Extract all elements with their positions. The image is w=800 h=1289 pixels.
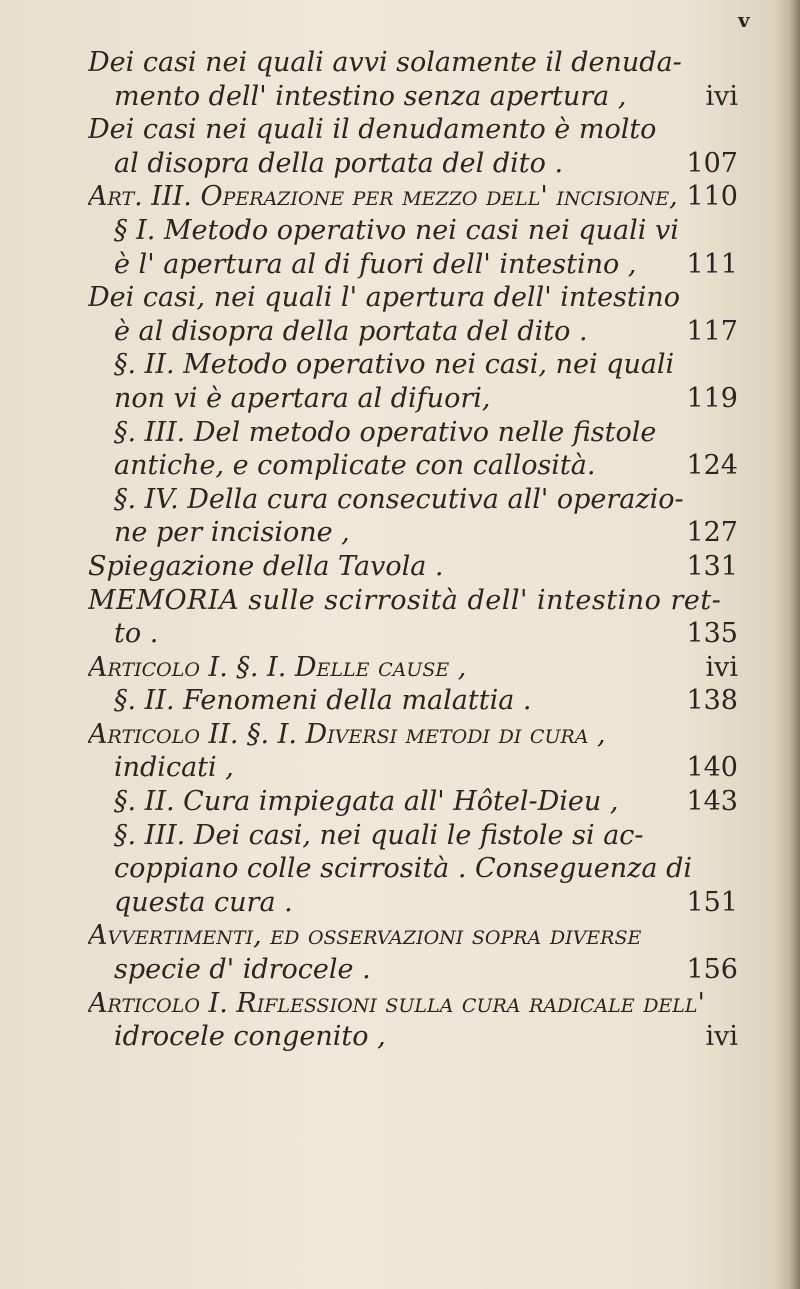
page-edge-shadow bbox=[774, 0, 800, 1289]
toc-page-number: 117 bbox=[686, 315, 738, 347]
toc-line bbox=[88, 382, 738, 416]
toc-line bbox=[88, 651, 738, 685]
toc-page-number: ivi bbox=[705, 80, 738, 112]
toc-page-number: 138 bbox=[686, 685, 738, 717]
toc-entry-text: ne per incisione , bbox=[114, 517, 350, 549]
toc-line bbox=[88, 718, 738, 752]
toc-line bbox=[88, 953, 738, 987]
toc-page-number: 135 bbox=[686, 618, 738, 650]
toc-entry-text: è l' apertura al di fuori dell' intestino , bbox=[114, 248, 637, 280]
toc-page-number: 131 bbox=[686, 550, 738, 582]
toc-page-number: 151 bbox=[686, 886, 738, 918]
toc-entry-text: to . bbox=[114, 618, 159, 650]
toc-line bbox=[88, 617, 738, 651]
toc-line bbox=[88, 214, 738, 248]
toc-line bbox=[88, 46, 738, 80]
toc-entry-text: coppiano colle scirrosità . Conseguenza di bbox=[114, 853, 692, 885]
toc-page-number: 124 bbox=[686, 450, 738, 482]
toc-entry-text: §. III. Dei casi, nei quali le fistole si ac- bbox=[114, 819, 644, 851]
toc-entry-text: §. II. Fenomeni della malattia . bbox=[114, 685, 532, 717]
toc-entry-text: §. IV. Della cura consecutiva all' operazio- bbox=[114, 483, 684, 515]
toc-page-number: ivi bbox=[705, 651, 738, 683]
toc-entry-text: § I. Metodo operativo nei casi nei quali vi bbox=[114, 214, 679, 246]
toc-line bbox=[88, 516, 738, 550]
toc-entry-text: §. II. Cura impiegata all' Hôtel-Dieu , bbox=[114, 786, 619, 818]
toc-line bbox=[88, 550, 738, 584]
toc-line bbox=[88, 1020, 738, 1054]
toc-line bbox=[88, 180, 738, 214]
table-of-contents bbox=[88, 46, 738, 1054]
toc-line bbox=[88, 819, 738, 853]
toc-entry-text: idrocele congenito , bbox=[114, 1021, 386, 1053]
toc-entry-text: Dei casi nei quali avvi solamente il denuda- bbox=[88, 47, 682, 78]
toc-entry-text: è al disopra della portata del dito . bbox=[114, 315, 588, 347]
toc-line bbox=[88, 584, 738, 618]
toc-line bbox=[88, 80, 738, 114]
toc-entry-text: Articolo II. §. I. Diversi metodi di cura , bbox=[88, 718, 606, 750]
toc-page-number: 107 bbox=[686, 147, 738, 179]
toc-entry-text: Art. III. Operazione per mezzo dell' incisione, bbox=[88, 181, 678, 213]
toc-page-number: ivi bbox=[705, 1021, 738, 1053]
toc-line bbox=[88, 919, 738, 953]
toc-line bbox=[88, 147, 738, 181]
toc-line bbox=[88, 886, 738, 920]
toc-entry-text: §. II. Metodo operativo nei casi, nei quali bbox=[114, 349, 675, 381]
toc-entry-text: Spiegazione della Tavola . bbox=[88, 550, 444, 582]
toc-page-number: 127 bbox=[686, 517, 738, 549]
toc-line bbox=[88, 281, 738, 315]
toc-entry-text: Articolo I. §. I. Delle cause , bbox=[88, 651, 467, 683]
toc-entry-text: Dei casi, nei quali l' apertura dell' intestino bbox=[88, 282, 681, 314]
toc-line bbox=[88, 987, 738, 1021]
toc-line bbox=[88, 416, 738, 450]
toc-line bbox=[88, 348, 738, 382]
toc-page-number: 111 bbox=[686, 248, 738, 280]
toc-page-number: 156 bbox=[686, 954, 738, 986]
toc-line bbox=[88, 449, 738, 483]
toc-page-number: 143 bbox=[686, 786, 738, 818]
toc-entry-text: Dei casi nei quali il denudamento è molto bbox=[88, 114, 657, 146]
toc-line bbox=[88, 684, 738, 718]
toc-page-number: 110 bbox=[686, 181, 738, 213]
toc-line bbox=[88, 751, 738, 785]
toc-entry-text: Avvertimenti, ed osservazioni sopra diverse bbox=[88, 920, 642, 952]
toc-entry-text: indicati , bbox=[114, 752, 234, 784]
toc-line bbox=[88, 785, 738, 819]
toc-entry-text: §. III. Del metodo operativo nelle fistole bbox=[114, 416, 657, 448]
toc-entry-text: non vi è apertara al difuori, bbox=[114, 382, 491, 414]
page-signature-mark: v bbox=[738, 8, 750, 32]
toc-line bbox=[88, 248, 738, 282]
toc-line bbox=[88, 113, 738, 147]
toc-entry-text: Articolo I. Riflessioni sulla cura radicale dell' bbox=[88, 987, 705, 1019]
toc-page-number: 119 bbox=[686, 382, 738, 414]
toc-line bbox=[88, 483, 738, 517]
toc-entry-text: questa cura . bbox=[114, 886, 293, 918]
toc-line bbox=[88, 852, 738, 886]
toc-entry-text: al disopra della portata del dito . bbox=[114, 147, 564, 179]
toc-page-number: 140 bbox=[686, 752, 738, 784]
toc-entry-text: specie d' idrocele . bbox=[114, 954, 371, 986]
toc-line bbox=[88, 315, 738, 349]
toc-entry-text: mento dell' intestino senza apertura , bbox=[114, 80, 627, 112]
toc-entry-text: antiche, e complicate con callosità. bbox=[114, 450, 596, 482]
toc-entry-text: MEMORIA sulle scirrosità dell' intestino ret- bbox=[88, 584, 722, 616]
